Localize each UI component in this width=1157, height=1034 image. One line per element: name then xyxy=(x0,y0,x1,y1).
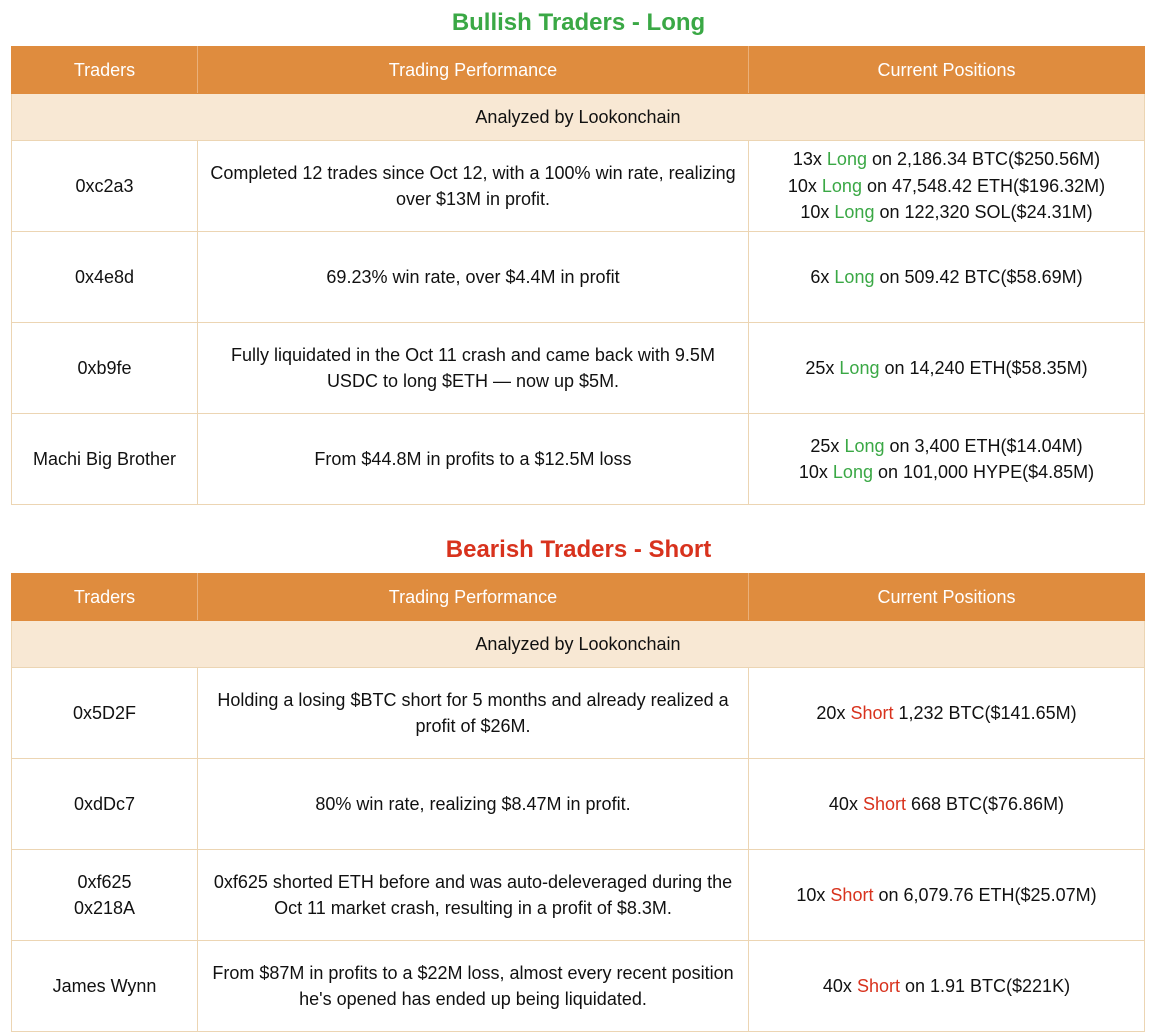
position-detail: 1,232 BTC($141.65M) xyxy=(893,702,1077,723)
table-header-row xyxy=(12,47,1145,94)
positions-cell xyxy=(749,941,1145,1032)
trader-cell xyxy=(12,141,198,232)
table-row xyxy=(12,850,1145,941)
position-line xyxy=(757,973,1136,1000)
position-leverage: 10x xyxy=(798,462,833,482)
performance-cell: 69.23% win rate, over $4.4M in profit xyxy=(198,232,749,323)
analyzed-by-row xyxy=(12,94,1145,141)
position-detail: on 6,079.76 ETH($25.07M) xyxy=(873,884,1097,905)
position-detail: on 47,548.42 ETH($196.32M) xyxy=(861,175,1106,196)
table-row xyxy=(12,323,1145,414)
position-direction: Short xyxy=(856,975,900,996)
trader-cell xyxy=(12,232,198,323)
analyzed-by-label: Analyzed by Lookonchain xyxy=(12,621,1145,668)
table-header-row xyxy=(12,574,1145,621)
position-direction: Long xyxy=(826,149,867,170)
position-direction: Short xyxy=(850,702,894,723)
position-detail: on 14,240 ETH($58.35M) xyxy=(879,357,1088,378)
analyzed-by-label: Analyzed by Lookonchain xyxy=(12,94,1145,141)
table-row xyxy=(12,232,1145,323)
position-leverage: 20x xyxy=(816,702,851,723)
position-line xyxy=(757,882,1136,909)
header-traders: Traders xyxy=(12,47,198,94)
position-line xyxy=(757,355,1136,382)
position-line xyxy=(757,791,1136,818)
position-leverage: 10x xyxy=(796,884,831,905)
trader-name: 0xc2a3 xyxy=(75,175,134,196)
position-direction: Long xyxy=(834,202,875,223)
performance-cell: Fully liquidated in the Oct 11 crash and came back with 9.5M USDC to long $ETH — now up $5M. xyxy=(198,323,749,414)
long-traders-table xyxy=(11,46,1145,505)
position-leverage: 13x xyxy=(792,149,827,170)
position-line xyxy=(757,146,1136,173)
position-direction: Long xyxy=(839,357,880,378)
positions-cell xyxy=(749,759,1145,850)
table-row xyxy=(12,668,1145,759)
header-trading-performance: Trading Performance xyxy=(198,574,749,621)
positions-cell xyxy=(749,232,1145,323)
header-traders: Traders xyxy=(12,574,198,621)
position-direction: Long xyxy=(832,462,873,482)
position-detail: on 509.42 BTC($58.69M) xyxy=(874,266,1083,287)
position-leverage: 25x xyxy=(805,357,840,378)
positions-cell xyxy=(749,323,1145,414)
table-row xyxy=(12,759,1145,850)
position-line xyxy=(757,459,1136,486)
performance-cell: Holding a losing $BTC short for 5 months and already realized a profit of $26M. xyxy=(198,668,749,759)
position-leverage: 25x xyxy=(810,435,845,456)
short-traders-table xyxy=(11,573,1145,1032)
position-direction: Long xyxy=(844,435,885,456)
short-section-title: Bearish Traders - Short xyxy=(445,536,712,563)
trader-name: 0x218A xyxy=(73,898,136,918)
positions-cell xyxy=(749,141,1145,232)
trader-name: 0xdDc7 xyxy=(73,793,136,814)
trader-cell xyxy=(12,323,198,414)
performance-cell: 0xf625 shorted ETH before and was auto-deleveraged during the Oct 11 market crash, resulting in a profit of $8.3M. xyxy=(198,850,749,941)
position-detail: 668 BTC($76.86M) xyxy=(905,793,1065,814)
position-leverage: 40x xyxy=(828,793,863,814)
position-line xyxy=(757,173,1136,200)
position-detail: on 101,000 HYPE($4.85M) xyxy=(872,462,1095,482)
header-current-positions: Current Positions xyxy=(749,574,1145,621)
position-leverage: 40x xyxy=(822,975,857,996)
position-line xyxy=(757,700,1136,727)
position-line xyxy=(757,264,1136,291)
trader-name: 0x4e8d xyxy=(74,266,135,287)
position-detail: on 122,320 SOL($24.31M) xyxy=(874,202,1093,223)
performance-cell: 80% win rate, realizing $8.47M in profit. xyxy=(198,759,749,850)
position-detail: on 3,400 ETH($14.04M) xyxy=(884,435,1083,456)
table-row xyxy=(12,414,1145,505)
table-row xyxy=(12,941,1145,1032)
positions-cell xyxy=(749,414,1145,505)
trader-name: 0x5D2F xyxy=(72,702,137,723)
performance-cell: From $44.8M in profits to a $12.5M loss xyxy=(198,414,749,505)
position-leverage: 6x xyxy=(810,266,835,287)
analyzed-by-row xyxy=(12,621,1145,668)
position-line xyxy=(757,199,1136,226)
trader-cell xyxy=(12,941,198,1032)
position-detail: on 2,186.34 BTC($250.56M) xyxy=(866,149,1101,170)
performance-cell: Completed 12 trades since Oct 12, with a 100% win rate, realizing over $13M in profit. xyxy=(198,141,749,232)
trader-cell xyxy=(12,759,198,850)
position-leverage: 10x xyxy=(800,202,835,223)
position-direction: Short xyxy=(830,884,874,905)
position-direction: Long xyxy=(834,266,875,287)
trader-cell xyxy=(12,414,198,505)
position-direction: Short xyxy=(862,793,906,814)
trader-name: Machi Big Brother xyxy=(32,448,177,469)
positions-cell xyxy=(749,668,1145,759)
position-line xyxy=(757,433,1136,460)
header-current-positions: Current Positions xyxy=(749,47,1145,94)
trader-name: 0xb9fe xyxy=(77,357,132,378)
trader-name: 0xf625 xyxy=(77,871,132,892)
position-direction: Long xyxy=(821,175,862,196)
trader-cell xyxy=(12,850,198,941)
positions-cell xyxy=(749,850,1145,941)
position-detail: on 1.91 BTC($221K) xyxy=(899,975,1071,996)
header-trading-performance: Trading Performance xyxy=(198,47,749,94)
table-row xyxy=(12,141,1145,232)
trader-name: James Wynn xyxy=(52,975,157,996)
long-section-title: Bullish Traders - Long xyxy=(451,9,706,36)
performance-cell: From $87M in profits to a $22M loss, almost every recent position he's opened has ended up being liquidated. xyxy=(198,941,749,1032)
trader-cell xyxy=(12,668,198,759)
position-leverage: 10x xyxy=(787,175,822,196)
